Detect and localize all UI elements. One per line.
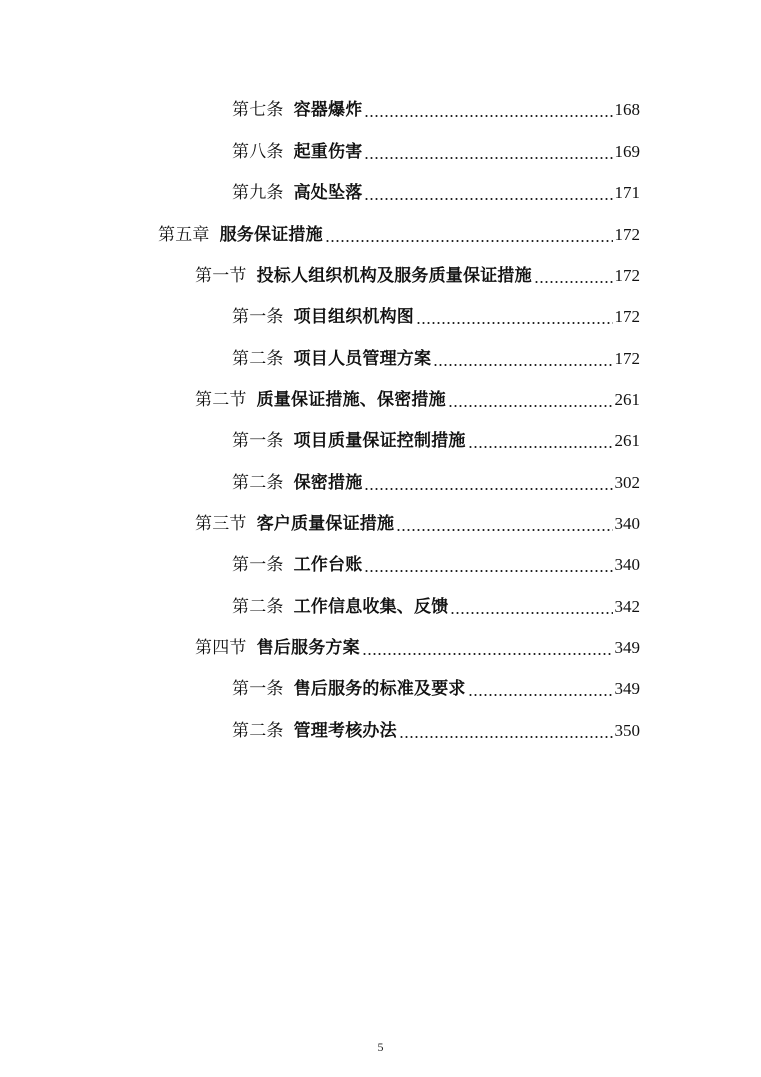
dot-leader [468,694,613,696]
entry-page-number: 172 [614,307,640,326]
toc-entry-article-2[interactable] [232,344,640,374]
dot-leader [325,240,613,242]
entry-label: 第二条 [232,473,284,493]
entry-label: 第五章 [158,225,210,245]
entry-page-number: 349 [614,679,640,698]
page-number: 5 [377,1040,384,1054]
entry-label: 第二条 [232,349,284,369]
entry-page-number: 171 [614,183,640,202]
toc-entry-chapter-5[interactable] [158,220,640,250]
dot-leader [416,322,612,324]
toc-entry-section-3[interactable] [195,509,640,539]
toc-entry-article-1[interactable] [232,550,640,580]
toc-entry-article-9[interactable] [232,178,640,208]
entry-label: 第八条 [232,142,284,162]
toc-entry-article-2[interactable] [232,592,640,622]
toc-entry-article-8[interactable] [232,137,640,167]
dot-leader [534,281,613,283]
dot-leader [364,115,612,117]
entry-page-number: 172 [614,225,640,244]
entry-page-number: 342 [614,597,640,616]
dot-leader [396,529,612,531]
entry-title: 高处坠落 [293,183,363,203]
dot-leader [448,405,613,407]
entry-label: 第一条 [232,679,284,699]
entry-label: 第七条 [232,100,284,120]
entry-title: 投标人组织机构及服务质量保证措施 [256,266,532,286]
dot-leader [362,653,613,655]
entry-page-number: 172 [614,349,640,368]
entry-title: 起重伤害 [293,142,363,162]
dot-leader [450,612,612,614]
entry-page-number: 340 [614,555,640,574]
dot-leader [468,446,613,448]
toc-entry-article-1[interactable] [232,426,640,456]
entry-page-number: 340 [614,514,640,533]
dot-leader [399,736,613,738]
entry-title: 售后服务方案 [256,638,360,658]
entry-label: 第二条 [232,597,284,617]
entry-title: 项目组织机构图 [293,307,415,327]
entry-label: 第二条 [232,721,284,741]
entry-title: 管理考核办法 [293,721,397,741]
entry-title: 保密措施 [293,473,363,493]
toc-entry-section-4[interactable] [195,633,640,663]
dot-leader [364,488,612,490]
entry-label: 第三节 [195,514,247,534]
entry-title: 质量保证措施、保密措施 [256,390,446,410]
entry-page-number: 172 [614,266,640,285]
dot-leader [433,364,612,366]
entry-title: 工作信息收集、反馈 [293,597,449,617]
dot-leader [364,157,612,159]
entry-label: 第一条 [232,431,284,451]
entry-title: 售后服务的标准及要求 [293,679,466,699]
entry-label: 第一节 [195,266,247,286]
entry-page-number: 302 [614,473,640,492]
entry-title: 项目质量保证控制措施 [293,431,466,451]
entry-title: 项目人员管理方案 [293,349,432,369]
entry-label: 第四节 [195,638,247,658]
toc-entry-section-2[interactable] [195,385,640,415]
toc-entry-article-1[interactable] [232,302,640,332]
entry-page-number: 261 [614,390,640,409]
dot-leader [364,570,612,572]
entry-label: 第一条 [232,555,284,575]
entry-page-number: 350 [614,721,640,740]
entry-title: 工作台账 [293,555,363,575]
toc-entry-section-1[interactable] [195,261,640,291]
entry-page-number: 261 [614,431,640,450]
toc-entry-article-2[interactable] [232,716,640,746]
entry-page-number: 349 [614,638,640,657]
entry-title: 服务保证措施 [219,225,323,245]
entry-label: 第九条 [232,183,284,203]
toc-entry-article-7[interactable] [232,95,640,125]
toc-entry-article-1[interactable] [232,674,640,704]
entry-title: 客户质量保证措施 [256,514,395,534]
entry-page-number: 169 [614,142,640,161]
entry-label: 第一条 [232,307,284,327]
dot-leader [364,198,612,200]
entry-page-number: 168 [614,100,640,119]
entry-title: 容器爆炸 [293,100,363,120]
entry-label: 第二节 [195,390,247,410]
toc-entry-article-2[interactable] [232,468,640,498]
